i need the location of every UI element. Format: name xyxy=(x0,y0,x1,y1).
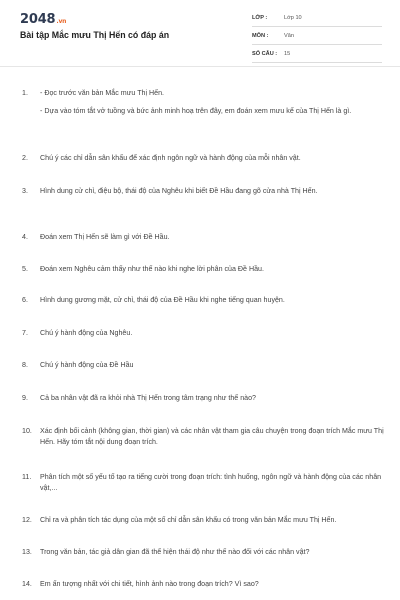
question-number: 10. xyxy=(22,427,32,435)
meta-label: SỐ CÂU : xyxy=(252,51,278,57)
question-line: Xác định bối cảnh (không gian, thời gian) và các nhân vật tham gia câu chuyện trong đoạn trích Mắc mưu Thị Hến. Hãy tóm tắt nội dung đoạn trích. xyxy=(40,427,384,446)
question-number: 13. xyxy=(22,548,32,556)
question-text xyxy=(40,579,385,590)
question-line: Em ấn tượng nhất với chi tiết, hình ảnh nào trong đoạn trích? Vì sao? xyxy=(40,580,259,588)
question-text xyxy=(40,547,385,558)
question-number: 8. xyxy=(22,361,28,369)
question-line: - Dựa vào tóm tắt vở tuồng và bức ảnh minh hoạ trên đây, em đoán xem mưu kế của Thị Hến là gì. xyxy=(40,107,352,115)
question-line: - Đọc trước văn bản Mắc mưu Thị Hến. xyxy=(40,89,165,97)
meta-label: LỚP : xyxy=(252,15,268,21)
header xyxy=(0,0,400,66)
meta-value: Văn xyxy=(284,33,294,39)
question-number: 3. xyxy=(22,187,28,195)
question-line: Chỉ ra và phân tích tác dụng của một số chỉ dẫn sân khấu có trong văn bản Mắc mưu Thị Hến. xyxy=(40,516,337,524)
question-number: 12. xyxy=(22,516,32,524)
question-line: Phân tích một số yếu tố tạo ra tiếng cười trong đoạn trích: tình huống, ngôn ngữ và hành động của các nhân vật,... xyxy=(40,473,382,492)
meta-value: 15 xyxy=(284,51,291,57)
question-number: 2. xyxy=(22,154,28,162)
meta-row-question-count xyxy=(252,48,382,63)
header-divider xyxy=(0,66,400,67)
question-line: Chú ý các chỉ dẫn sân khấu để xác định ngôn ngữ và hành động của mỗi nhân vật. xyxy=(40,154,301,162)
meta-row-grade xyxy=(252,12,382,27)
meta-box xyxy=(252,12,382,66)
question-line: Đoán xem Nghêu cảm thấy như thế nào khi nghe lời phân của Đề Hầu. xyxy=(40,265,264,273)
question-text xyxy=(40,360,385,371)
logo-number: 2048 xyxy=(20,12,56,27)
meta-value: Lớp 10 xyxy=(284,15,302,21)
site-logo[interactable] xyxy=(20,12,66,27)
question-text xyxy=(40,295,385,306)
question-text xyxy=(40,153,385,164)
question-number: 5. xyxy=(22,265,28,273)
question-text xyxy=(40,186,385,197)
question-number: 4. xyxy=(22,233,28,241)
question-text xyxy=(40,328,385,339)
question-line: Cả ba nhân vật đã ra khỏi nhà Thị Hến trong tâm trạng như thế nào? xyxy=(40,394,256,402)
question-number: 6. xyxy=(22,296,28,304)
question-text xyxy=(40,264,385,275)
meta-label: MÔN : xyxy=(252,33,269,39)
question-number: 11. xyxy=(22,473,32,481)
question-text xyxy=(40,88,385,117)
meta-row-subject xyxy=(252,30,382,45)
question-number: 9. xyxy=(22,394,28,402)
question-number: 14. xyxy=(22,580,32,588)
question-line: Chú ý hành động của Nghêu. xyxy=(40,329,133,337)
question-line: Đoán xem Thị Hến sẽ làm gì với Đề Hầu. xyxy=(40,233,170,241)
question-line: Chú ý hành động của Đề Hầu xyxy=(40,361,134,369)
question-line: Hình dung cử chỉ, điệu bộ, thái độ của Nghêu khi biết Đề Hầu đang gõ cửa nhà Thị Hến. xyxy=(40,187,318,195)
document-title: Bài tập Mắc mưu Thị Hến có đáp án xyxy=(20,30,170,40)
question-number: 7. xyxy=(22,329,28,337)
logo-suffix: .vn xyxy=(56,18,67,25)
question-line: Trong văn bản, tác giả dân gian đã thể hiện thái độ như thế nào đối với các nhân vật? xyxy=(40,548,310,556)
question-text xyxy=(40,472,385,494)
question-text xyxy=(40,232,385,243)
question-text xyxy=(40,393,385,404)
question-text xyxy=(40,515,385,526)
question-text xyxy=(40,426,385,448)
question-number: 1. xyxy=(22,89,28,97)
question-line: Hình dung gương mặt, cử chỉ, thái độ của Đề Hầu khi nghe tiếng quan huyện. xyxy=(40,296,285,304)
